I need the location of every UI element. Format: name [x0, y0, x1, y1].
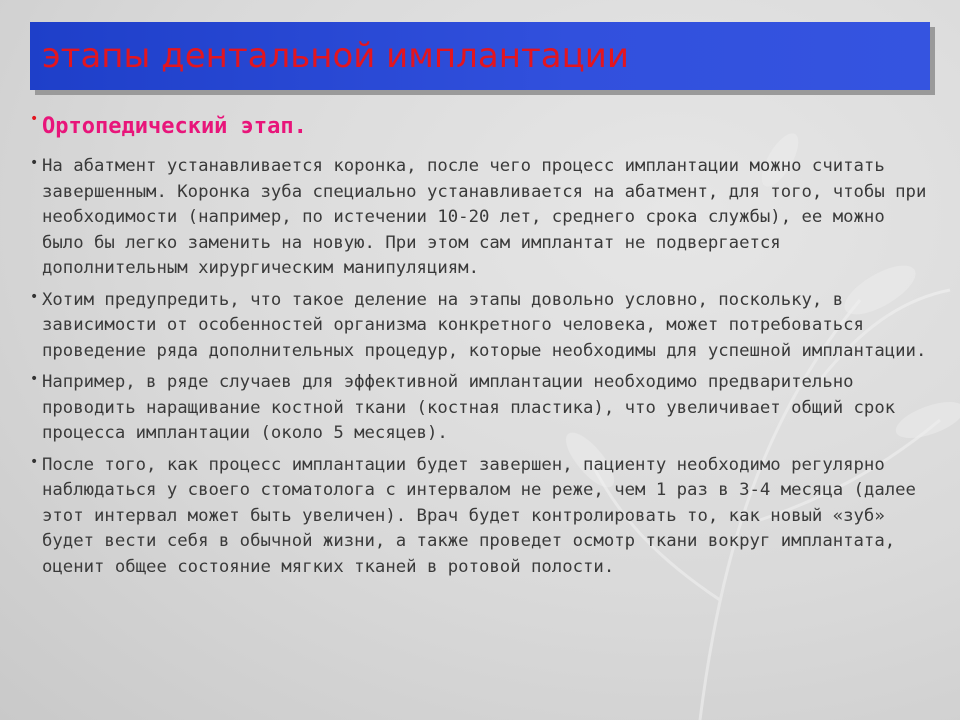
bullet-icon: • [30, 155, 39, 171]
bullet-item [30, 288, 930, 365]
bullet-text: Хотим предупредить, что такое деление на этапы довольно условно, поскольку, в зависимости от особенностей организма конкретного человека, может потребоваться проведение ряда дополнительных процедур, которые необходимы для успешной имплантации. [42, 289, 927, 361]
heading-item [30, 110, 930, 144]
section-heading: Ортопедический этап. [42, 114, 307, 139]
bullet-item [30, 453, 930, 581]
bullet-text: После того, как процесс имплантации будет завершен, пациенту необходимо регулярно наблюдаться у своего стоматолога с интервалом не реже, чем 1 раз в 3-4 месяца (далее этот интервал может быть увеличен). Врач будет контролировать то, как новый «зуб» будет вести себя в обычной жизни, а также проведет осмотр ткани вокруг имплантата, оценит общее состояние мягких тканей в ротовой полости. [42, 454, 916, 577]
bullet-text: На абатмент устанавливается коронка, после чего процесс имплантации можно считать завершенным. Коронка зуба специально устанавливается на абатмент, для того, чтобы при необходимости (например, по истечении 10-20 лет, среднего срока службы), ее можно было бы легко заменить на новую. При этом сам имплантат не подвергается дополнительным хирургическим манипуляциям. [42, 156, 927, 278]
bullet-icon: • [30, 453, 39, 470]
bullet-icon: • [30, 111, 39, 127]
bullet-text: Например, в ряде случаев для эффективной имплантации необходимо предварительно проводить наращивание костной ткани (костная пластика), что увеличивает общий срок процесса имплантации (около 5 месяцев). [42, 372, 896, 443]
bullet-item [30, 154, 930, 282]
bullet-icon: • [30, 371, 39, 387]
slide-title: этапы дентальной имплантации [42, 36, 629, 76]
bullet-icon: • [30, 288, 39, 305]
slide-content [30, 110, 930, 586]
title-bar [30, 22, 930, 90]
bullet-item [30, 370, 930, 447]
